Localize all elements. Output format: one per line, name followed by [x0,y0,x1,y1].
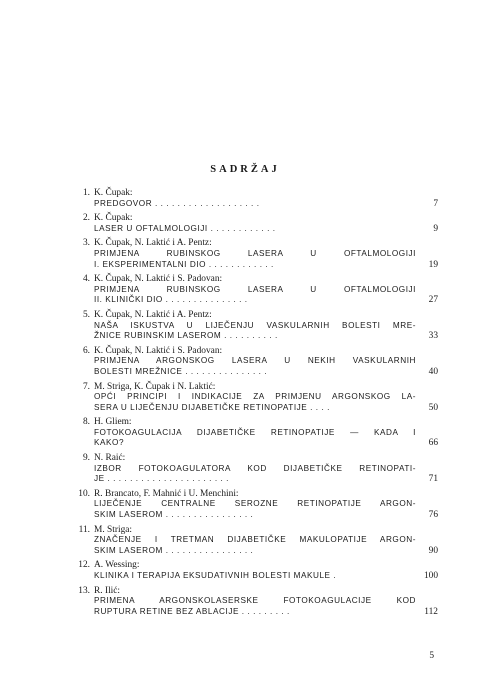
entry-page-number: 19 [428,259,438,270]
toc-entry [0,560,490,581]
toc-entry [0,310,490,342]
toc-entry [0,382,490,414]
toc-entry [0,525,490,557]
entry-page-number: 50 [428,402,438,413]
entry-number: 6. [82,345,90,356]
entry-authors: A. Wessing: [94,560,140,571]
entry-title-line: PRIMENA ARGONSKOLASERSKE FOTOKOAGULACIJE KOD [94,596,416,606]
entry-page-number: 33 [428,331,438,342]
entry-number: 11. [78,524,90,535]
entry-title-line: PRIMJENA ARGONSKOG LASERA U NEKIH VASKULARNIH [94,356,416,366]
entry-title-line: RUPTURA RETINE BEZ ABLACIJE . . . . . . . . . [94,606,290,616]
entry-authors: K. Čupak, N. Laktić i A. Pentz: [94,309,212,320]
entry-page-number: 71 [428,474,438,485]
entry-title-line: PRIMJENA RUBINSKOG LASERA U OFTALMOLOGIJI [94,248,416,258]
entry-number: 5. [82,309,90,320]
toc-entry [0,238,490,270]
entry-number: 2. [82,213,90,224]
entry-authors: N. Raić: [94,453,126,464]
entry-title-line: PRIMJENA RUBINSKOG LASERA U OFTALMOLOGIJI [94,284,416,294]
entry-title-line: OPĆI PRINCIPI I INDIKACIJE ZA PRIMJENU ARGONSKOG LA- [94,392,416,402]
entry-page-number: 40 [428,366,438,377]
page-number: 5 [429,651,434,661]
entry-authors: R. Ilić: [94,585,121,596]
entry-authors: K. Čupak: [94,188,133,198]
entry-authors: H. Gliem: [94,417,132,428]
entry-authors: K. Čupak: [94,213,133,224]
entry-authors: M. Striga: [94,524,133,535]
entry-number: 1. [82,188,90,198]
entry-authors: K. Čupak, N. Laktić i S. Padovan: [94,274,223,285]
entry-number: 13. [78,585,90,596]
entry-title-line: SKIM LASEROM . . . . . . . . . . . . . . . . [94,510,254,520]
entry-number: 10. [78,488,90,499]
entry-number: 9. [82,453,90,464]
entry-title-line: NAŠA ISKUSTVA U LIJEČENJU VASKULARNIH BOLESTI MRE- [94,320,416,330]
entry-number: 12. [78,560,90,571]
toc-entry [0,489,490,521]
entry-title-line: FOTOKOAGULACIJA DIJABETIČKE RETINOPATIJE — KADA I [94,427,416,437]
toc-entry [0,417,490,449]
entry-number: 3. [82,238,90,249]
toc-entry [0,586,490,618]
entry-title-line: IZBOR FOTOKOAGULATORA KOD DIJABETIČKE RETINOPATI- [94,463,416,473]
entry-page-number: 112 [424,606,438,617]
toc-entry [0,213,490,234]
entry-number: 7. [82,381,90,392]
entry-authors: M. Striga, K. Čupak i N. Laktić: [94,381,216,392]
entry-title-line: ŽNICE RUBINSKIM LASEROM . . . . . . . . . . [94,331,278,341]
page-heading: SADRŽAJ [210,164,280,175]
entry-title-line: JE . . . . . . . . . . . . . . . . . . . . . . [94,474,229,484]
entry-title-line: II. KLINIČKI DIO . . . . . . . . . . . . . . . [94,295,248,305]
entry-authors: K. Čupak, N. Laktić i S. Padovan: [94,345,223,356]
entry-title-line: SKIM LASEROM . . . . . . . . . . . . . . . . [94,545,254,555]
entry-page-number: 76 [428,510,438,521]
entry-title-line: ZNAČENJE I TRETMAN DIJABETIČKE MAKULOPATIJE ARGON- [94,535,416,545]
entry-authors: R. Brancato, F. Mahnić i U. Menchini: [94,488,239,499]
entry-page-number: 66 [428,438,438,449]
table-of-contents [0,188,490,621]
entry-page-number: 90 [428,545,438,556]
entry-title-line: KLINIKA I TERAPIJA EKSUDATIVNIH BOLESTI MAKULE . [94,571,337,580]
entry-number: 4. [82,274,90,285]
entry-title-line: LIJEČENJE CENTRALNE SEROZNE RETINOPATIJE ARGON- [94,499,416,509]
entry-number: 8. [82,417,90,428]
toc-entry [0,188,490,209]
entry-page-number: 27 [428,295,438,306]
entry-authors: K. Čupak, N. Laktić i A. Pentz: [94,238,212,249]
toc-entry [0,274,490,306]
entry-title-line: PREDGOVOR . . . . . . . . . . . . . . . . . . . [94,198,260,208]
toc-entry [0,453,490,485]
entry-page-number: 100 [423,571,438,581]
toc-entry [0,346,490,378]
entry-title-line: SERA U LIJEČENJU DIJABETIČKE RETINOPATIJE . . . . [94,402,330,412]
entry-title-line: I. EKSPERIMENTALNI DIO . . . . . . . . . . . . [94,259,274,269]
entry-page-number: 9 [433,223,438,234]
entry-page-number: 7 [433,198,438,209]
entry-title-line: KAKO? [94,438,125,448]
entry-title-line: LASER U OFTALMOLOGIJI . . . . . . . . . . . . [94,223,276,233]
entry-title-line: BOLESTI MREŽNICE . . . . . . . . . . . . . . . [94,366,268,376]
